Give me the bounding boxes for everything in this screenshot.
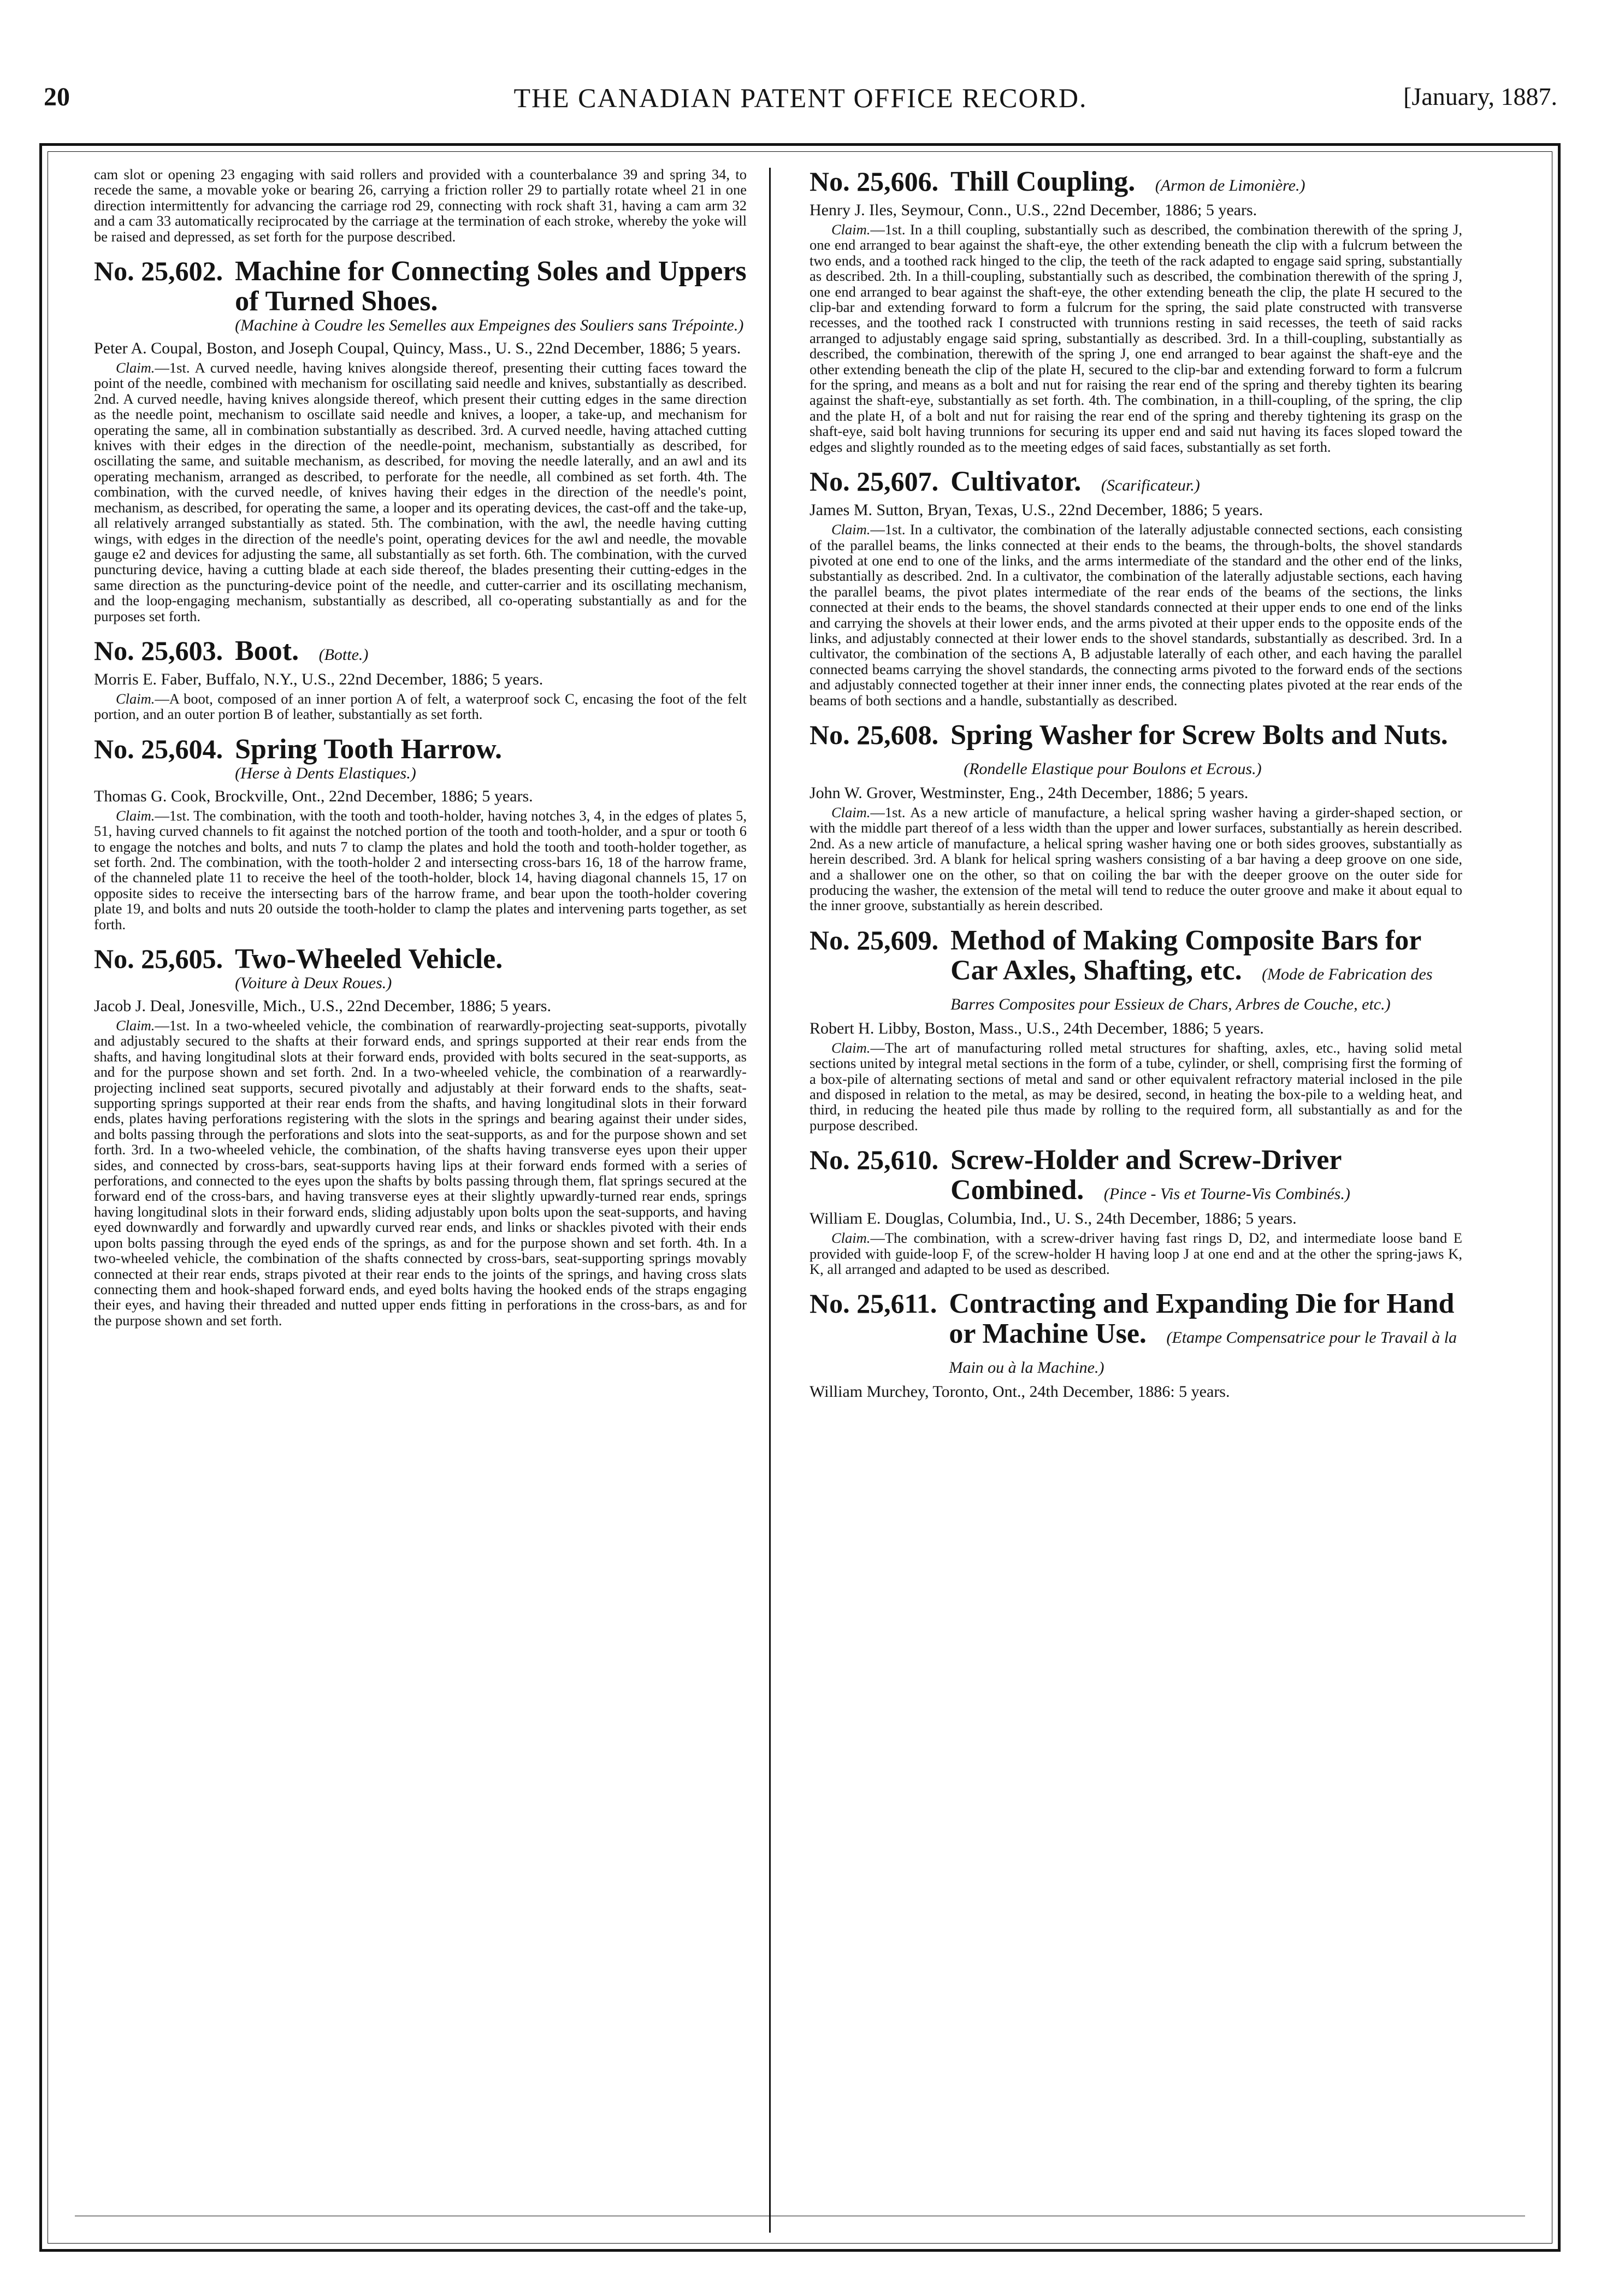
patent-title: Spring Tooth Harrow. xyxy=(235,733,502,765)
patent-claim xyxy=(810,1040,1462,1133)
patent-number: No. 25,610. xyxy=(810,1144,939,1176)
patent-inventor: William E. Douglas, Columbia, Ind., U. S., 24th December, 1886; 5 years. xyxy=(810,1209,1297,1228)
patent-entry xyxy=(94,734,747,932)
patent-inventor: Thomas G. Cook, Brockville, Ont., 22nd December, 1886; 5 years. xyxy=(94,787,533,805)
claim-label: Claim. xyxy=(116,359,155,376)
patent-inventor: Robert H. Libby, Boston, Mass., U.S., 24th December, 1886; 5 years. xyxy=(810,1019,1264,1037)
patent-title: Screw-Holder and Screw-Driver Combined. xyxy=(950,1144,1342,1206)
patent-french-title: (Armon de Limonière.) xyxy=(1155,176,1305,194)
patent-french-title: (Scarificateur.) xyxy=(1101,476,1200,495)
patent-title: Cultivator. xyxy=(950,466,1082,498)
patent-inventor: Morris E. Faber, Buffalo, N.Y., U.S., 22nd December, 1886; 5 years. xyxy=(94,670,543,688)
entry-title-block xyxy=(950,925,1462,1015)
entry-heading xyxy=(810,1289,1462,1378)
claim-label: Claim. xyxy=(831,221,871,238)
patent-french-title: (Mode de Fabrication des Barres Composites pour Essieux de Chars, Arbres de Couche, etc.) xyxy=(950,965,1433,1013)
patent-entry xyxy=(810,925,1462,1133)
patent-inventor: Jacob J. Deal, Jonesville, Mich., U.S., 22nd December, 1886; 5 years. xyxy=(94,997,551,1015)
entry-title-block xyxy=(235,734,747,783)
entry-heading xyxy=(94,256,747,335)
entry-title-block xyxy=(949,1289,1462,1378)
claim-text: —1st. In a two-wheeled vehicle, the combination of rearwardly-projecting seat-supports, pivotally and adjustably secured to the shafts at their forward ends, and springs supported at their rear ends from the shafts, and having longitudinal slots at their forward ends, provided with bolts secured in the seat-supports, as and for the purpose shown and set forth. 2nd. In a two-wheeled vehicle, the combination of a rearwardly-projecting inclined seat supports, secured pivotally and adjustably at their forward ends to the shafts, seat-supporting springs supported at their rear ends from the shafts, and having longitudinal slots in their forward ends, plates having perforations registering with the slots in the springs and bearing against their under sides, and bolts passing through the perforations and slots into the seat-supports, as and for the purpose shown and set forth. 3rd. In a two-wheeled vehicle, the combination, of the shafts having transverse eyes upon their upper sides, and connected by cross-bars, seat-supports having lips at their forward ends formed with a series of perforations, and connected to the eyes upon the shafts by bolts passing through them, flat springs secured at the forward end of the cross-bars, and having transverse eyes at their slightly upwardly-turned rear ends, springs having longitudinal slots in their forward ends, sliding adjustably upon bolts upon the seat-supports, and having eyed downwardly and forwardly and upwardly curved rear ends, and links or shackles pivoted with their ends upon bolts passing through the eyed ends of the springs, as and for the purpose shown and set forth. 4th. In a two-wheeled vehicle, the combination of the shafts connected by cross-bars, seat-supporting springs movably connected at their rear ends, straps pivoted at their rear ends to the joints of the springs, and having cross slats connecting them and hook-shaped forward ends, and eyed bolts having the hooked ends of the straps engaging their eyes, and having their threaded and nutted upper ends fitting in perforations in the cross-bars, as and for the purpose shown and set forth. xyxy=(94,1017,747,1329)
patent-title: Two-Wheeled Vehicle. xyxy=(235,943,503,975)
claim-text: —1st. The combination, with the tooth and tooth-holder, having notches 3, 4, in the edges of plates 5, 51, having curved channels to fit against the notched portion of the tooth and tooth-holder, and a spur or tooth 6 to engage the notches and bolts, and nuts 7 to clamp the plates and hold the tooth and tooth-holder together, as set forth. 2nd. The combination, with the tooth-holder 2 and intersecting cross-bars 16, 18 of the harrow frame, of the channeled plate 11 to receive the heel of the tooth-holder, block 14, having diagonal channels 15, 17 on opposite sides to receive the intersecting bars of the harrow frame, and bear upon the tooth-holder covering plate 19, and bolts and nuts 20 outside the tooth-holder to clamp the plates and intervening parts together, as set forth. xyxy=(94,807,747,932)
claim-text: —1st. A curved needle, having knives alongside thereof, presenting their cutting faces toward the point of the needle, combined with mechanism for oscillating said needle and knives, substantially as described. 2nd. A curved needle, having knives alongside thereof, which present their cutting edges in the same direction as the needle point, mechanism to oscillate said needle and knives, a looper, a take-up, and mechanism for operating the same, all in combination substantially as described. 3rd. A curved needle, having attached cutting knives with their edges in the direction of the needle-point, mechanism, substantially as described, for oscillating the same, and suitable mechanism, as described, for moving the needle laterally, and an awl and its operating mechanism, arranged as described, to perforate for the needle, all combined as set forth. 4th. The combination, with the curved needle, of knives having their edges in the direction of the needle's point, mechanism, as described, for operating the same, a looper and its operating devices, the cast-off and the take-up, all relatively arranged substantially as stated. 5th. The combination, with the awl, the needle having cutting wings, with edges in the direction of the needle's point, operating devices for the awl and needle, the movable gauge e2 and devices for adjusting the same, all substantially as set forth. 6th. The combination, with the curved puncturing device, having a cutting blade at each side thereof, the blades presenting their cutting-edges in the same direction as the puncturing-device point of the needle, and cutter-carrier and its oscillating mechanism, and the loop-engaging mechanism, substantially as described, all co-operating substantially as and for the purposes set forth. xyxy=(94,359,747,624)
patent-french-title: (Pince - Vis et Tourne-Vis Combinés.) xyxy=(1103,1185,1350,1203)
entry-heading xyxy=(94,734,747,783)
patent-entry xyxy=(94,256,747,624)
patent-title: Method of Making Composite Bars for Car Axles, Shafting, etc. xyxy=(950,924,1421,986)
patent-number: No. 25,608. xyxy=(810,719,939,750)
claim-text: —1st. In a cultivator, the combination of the laterally adjustable connected sections, each consisting of the parallel beams, the links connected at their ends to the beams, the through-bolts, the shovel standards pivoted at one end to one of the links, and the arms intermediate of the standard and the other end of the links, substantially as described. 2nd. In a cultivator, the combination of the laterally adjustable sections, each having the parallel beams, the pivot plates intermediate of the rear ends of the beams of the sections, the links connected at their ends to the beams, the shovel standards connected at their upper ends to one end of the links and carrying the shovels at their lower ends, and the arms pivoted at their upper ends to the opposite ends of the links, and adjustably connected at their lower ends to the shovel standards, substantially as described. 3rd. In a cultivator, the combination of the sections A, B adjustable laterally of each other, and each having the parallel connected beams carrying the shovel standards, the connecting arms pivoted to the forward ends of the sections and adjustably connected together at their inner inner ends, the connecting plates pivoted at the rear ends of the beams of both sections and a handle, substantially as described. xyxy=(810,521,1462,709)
patent-french-title: (Machine à Coudre les Semelles aux Empeignes des Souliers sans Trépointe.) xyxy=(235,316,744,335)
patent-entry xyxy=(810,167,1462,455)
entry-title-block xyxy=(950,1145,1462,1205)
entry-heading xyxy=(810,720,1462,780)
patent-claim xyxy=(94,360,747,624)
claim-text: —A boot, composed of an inner portion A of felt, a waterproof sock C, encasing the foot of the felt portion, and an outer portion B of leather, substantially as set forth. xyxy=(94,690,747,723)
entry-heading xyxy=(810,1145,1462,1205)
patent-entry xyxy=(810,720,1462,913)
claim-label: Claim. xyxy=(116,690,155,707)
entry-heading xyxy=(810,167,1462,197)
claim-label: Claim. xyxy=(831,1039,871,1056)
entry-title-block xyxy=(950,467,1462,497)
patent-inventor: Peter A. Coupal, Boston, and Joseph Coupal, Quincy, Mass., U. S., 22nd December, 1886; 5 years. xyxy=(94,339,741,358)
patent-entry xyxy=(94,636,747,722)
patent-french-title: (Herse à Dents Elastiques.) xyxy=(235,764,416,782)
entry-title-block xyxy=(235,636,747,666)
entry-heading xyxy=(810,467,1462,497)
entry-title-block xyxy=(235,944,747,993)
right-column xyxy=(810,167,1462,1413)
patent-number: No. 25,609. xyxy=(810,924,939,955)
patent-number: No. 25,607. xyxy=(810,466,939,497)
patent-number: No. 25,611. xyxy=(810,1288,937,1319)
patent-number: No. 25,605. xyxy=(94,943,223,974)
claim-label: Claim. xyxy=(116,1017,155,1034)
patent-number: No. 25,603. xyxy=(94,635,223,666)
claim-text: —The combination, with a screw-driver having fast rings D, D2, and intermediate loose band E provided with guide-loop F, of the screw-holder H having loop J at one end and at the other the spring-jaws K, K, all arranged and adapted to be used as described. xyxy=(810,1230,1462,1278)
patent-number: No. 25,602. xyxy=(94,256,223,287)
patent-entry xyxy=(94,944,747,1328)
claim-label: Claim. xyxy=(831,1230,871,1247)
patent-claim xyxy=(810,805,1462,913)
patent-claim xyxy=(810,1230,1462,1277)
patent-claim xyxy=(94,691,747,722)
patent-inventor: John W. Grover, Westminster, Eng., 24th December, 1886; 5 years. xyxy=(810,783,1249,802)
patent-title: Spring Washer for Screw Bolts and Nuts. xyxy=(950,719,1448,751)
patent-number: No. 25,604. xyxy=(94,733,223,764)
patent-claim xyxy=(94,808,747,932)
patent-french-title: (Voiture à Deux Roues.) xyxy=(235,974,392,992)
entry-title-block xyxy=(950,720,1462,780)
entry-title-block xyxy=(235,256,747,335)
patent-entry xyxy=(810,467,1462,708)
claim-label: Claim. xyxy=(116,807,155,824)
patent-title: Contracting and Expanding Die for Hand or Machine Use. xyxy=(949,1288,1455,1350)
patent-title: Machine for Connecting Soles and Uppers of Turned Shoes. xyxy=(235,256,747,317)
column-divider xyxy=(769,168,771,2233)
page-number: 20 xyxy=(44,82,70,111)
claim-text: —1st. As a new article of manufacture, a helical spring washer having a girder-shaped section, or with the middle part thereof of a less width than the upper and lower surfaces, substantially as herein described. 2nd. As a new article of manufacture, a helical spring washer having one or both sides grooves, substantially as herein described. 3rd. A blank for helical spring washers consisting of a bar having a deep groove on one side, and a shallower one on the other, so that on coiling the bar with the deeper groove on the outer side for producing the washer, the extension of the metal will tend to reduce the outer groove and make it about equal to the inner groove, substantially as herein described. xyxy=(810,804,1462,914)
patent-entry xyxy=(810,1289,1462,1401)
claim-text: —The art of manufacturing rolled metal structures for shafting, axles, etc., having solid metal sections united by integral metal sections in the form of a tube, cylinder, or shell, comprising first the forming of a box-pile of alternating sections of metal and sand or other equivalent refractory material inclosed in the pile and disposed in relation to the metal, as may be desired, second, in heating the box-pile to a welding heat, and third, in reducing the heated pile thus made by rolling to the required form, all substantially as and for the purpose described. xyxy=(810,1039,1462,1134)
continued-claim-text: cam slot or opening 23 engaging with said rollers and provided with a counterbalance 39 and spring 34, to recede the same, a movable yoke or bearing 26, carrying a friction roller 29 to partially rotate wheel 21 in one direction intermittently for advancing the carriage rod 29, connecting with rock shaft 31, having a cam arm 32 and a cam 33 automatically reciprocated by the carriage at the termination of each stroke, whereby the yoke will be raised and depressed, as set forth for the purpose described. xyxy=(94,166,747,245)
patent-inventor: William Murchey, Toronto, Ont., 24th December, 1886: 5 years. xyxy=(810,1383,1230,1401)
left-column xyxy=(94,167,747,1340)
patent-number: No. 25,606. xyxy=(810,166,939,197)
page-header xyxy=(44,82,1557,126)
entry-heading xyxy=(94,636,747,666)
patent-title: Boot. xyxy=(235,635,299,666)
claim-label: Claim. xyxy=(831,521,871,538)
patent-entry xyxy=(810,1145,1462,1277)
patent-title: Thill Coupling. xyxy=(950,166,1136,197)
claim-text: —1st. In a thill coupling, substantially such as described, the combination therewith of the spring J, one end arranged to bear against the shaft-eye, the other extending beneath the clip with a fulcrum between the two ends, and a toothed rack hinged to the clip, the teeth of the rack adapted to engage said spring, substantially as described. 2th. In a thill-coupling, substantially such as described, the combination therewith of the spring J, one end arranged to bear against the shaft-eye, the other extending beneath the clip, the plate H secured to the clip-bar and extending forward to form a fulcrum for the spring, the said plate constructed with transverse recesses, and the toothed rack I constructed with trunnions resting in said recesses, the teeth of said racks arranged to adjustably engage said spring, substantially as described. 3rd. In a thill-coupling, substantially as described, the combination, therewith of the spring J, one end arranged to bear against the shaft-eye and the other extending beneath the clip of the plate H, secured to the clip-bar and extending forward to form a fulcrum for the spring, and means as a bolt and nut for raising the rear end of the spring and thereby tighten its bearing against the shaft-eye, substantially as set forth. 4th. The combination, in a thill-coupling, of the spring, the clip and the plate H, of a bolt and nut for raising the rear end of the spring and thereby tightening its grasp on the shaft-eye, said bolt having trunnions for securing its upper end and said nut having its faces sloped toward the edges and slightly rounded as to the meeting edges of said faces, substantially as set forth. xyxy=(810,221,1462,455)
claim-label: Claim. xyxy=(831,804,871,821)
patent-inventor: Henry J. Iles, Seymour, Conn., U.S., 22nd December, 1886; 5 years. xyxy=(810,201,1257,219)
page-frame xyxy=(39,143,1561,2252)
patent-claim xyxy=(810,222,1462,455)
patent-french-title: (Rondelle Elastique pour Boulons et Ecrous.) xyxy=(964,759,1262,778)
entry-title-block xyxy=(950,167,1462,197)
patent-claim xyxy=(94,1018,747,1328)
issue-date: [January, 1887. xyxy=(1403,82,1557,110)
patent-french-title: (Etampe Compensatrice pour le Travail à la Main ou à la Machine.) xyxy=(949,1329,1457,1377)
entry-heading xyxy=(94,944,747,993)
patent-french-title: (Botte.) xyxy=(318,645,369,664)
entry-heading xyxy=(810,925,1462,1015)
patent-claim xyxy=(810,522,1462,708)
journal-title: THE CANADIAN PATENT OFFICE RECORD. xyxy=(513,82,1088,113)
patent-inventor: James M. Sutton, Bryan, Texas, U.S., 22nd December, 1886; 5 years. xyxy=(810,501,1263,520)
